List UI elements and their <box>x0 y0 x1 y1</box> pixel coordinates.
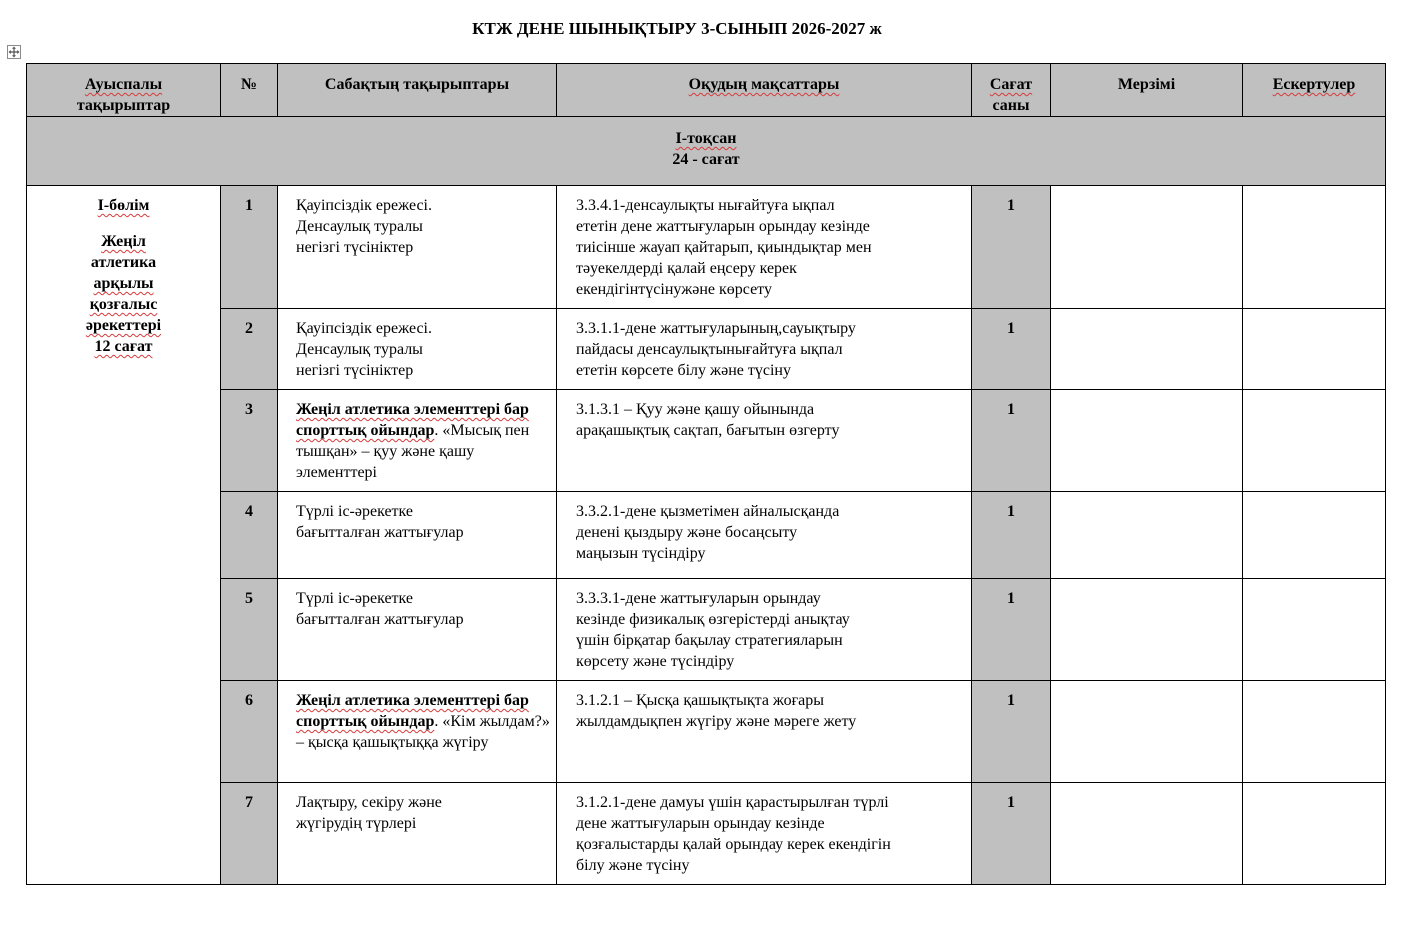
header-number: № <box>221 64 278 117</box>
lesson-topic-rest: . «Кім жылдам?» – қысқа қашықтыққа жүгіру <box>296 713 550 751</box>
lesson-goal-line: 3.1.2.1 – Қысқа қашықтықта жоғары <box>576 692 824 709</box>
lesson-topic-line: Денсаулық туралы <box>296 218 423 235</box>
table-row <box>27 681 1386 783</box>
lesson-hours: 1 <box>972 390 1051 492</box>
lesson-goal <box>557 492 972 579</box>
section-cell <box>27 186 221 885</box>
lesson-goal <box>557 186 972 309</box>
lesson-topic-bold: Жеңіл атлетика элементтері бар спорттық ойындар <box>296 692 529 730</box>
lesson-goal <box>557 681 972 783</box>
lesson-hours: 1 <box>972 186 1051 309</box>
lesson-goal-line: 3.3.3.1-дене жаттығуларын орындау <box>576 590 821 607</box>
lesson-notes-cell[interactable] <box>1243 579 1386 681</box>
quarter-hours: 24 - сағат <box>672 151 740 168</box>
lesson-topic-line: Түрлі іс-әрекетке <box>296 590 414 607</box>
lesson-date-cell[interactable] <box>1051 492 1243 579</box>
lesson-date-cell[interactable] <box>1051 390 1243 492</box>
lesson-notes-cell[interactable] <box>1243 492 1386 579</box>
section-line: Жеңіл <box>101 233 146 250</box>
lesson-topic-rest: . «Мысық пен тышқан» – қуу және қашу элементтері <box>296 422 530 481</box>
lesson-notes-cell[interactable] <box>1243 681 1386 783</box>
lesson-number: 3 <box>221 390 278 492</box>
lesson-hours: 1 <box>972 309 1051 390</box>
lesson-plan-table <box>26 63 1386 885</box>
lesson-notes-cell[interactable] <box>1243 783 1386 885</box>
lesson-notes-cell[interactable] <box>1243 309 1386 390</box>
table-row <box>27 783 1386 885</box>
lesson-goal-line: ететін дене жаттығуларын орындау кезінде <box>576 218 870 235</box>
move-arrows-icon[interactable] <box>7 45 21 59</box>
lesson-hours: 1 <box>972 681 1051 783</box>
lesson-date-cell[interactable] <box>1051 681 1243 783</box>
lesson-date-cell[interactable] <box>1051 186 1243 309</box>
lesson-topic <box>278 579 557 681</box>
quarter-row <box>27 117 1386 186</box>
lesson-goal-line: тиісінше жауап қайтарып, қиындықтар мен <box>576 239 872 256</box>
lesson-goal <box>557 579 972 681</box>
lesson-topic-line: негізгі түсініктер <box>296 362 414 379</box>
lesson-goal-line: жылдамдықпен жүгіру және мәреге жету <box>576 713 857 730</box>
document-title: КТЖ ДЕНЕ ШЫНЫҚТЫРУ 3-СЫНЫП 2026-2027 ж <box>472 19 882 38</box>
lesson-goal <box>557 309 972 390</box>
lesson-goal-line: 3.3.2.1-дене қызметімен айналысқанда <box>576 503 840 520</box>
lesson-goal-line: арақашықтық сақтап, бағытын өзгерту <box>576 422 840 439</box>
lesson-topic-bold: Жеңіл атлетика элементтері бар спорттық ойындар <box>296 401 529 439</box>
lesson-number: 5 <box>221 579 278 681</box>
lesson-number: 1 <box>221 186 278 309</box>
lesson-topic <box>278 681 557 783</box>
lesson-date-cell[interactable] <box>1051 579 1243 681</box>
lesson-number: 2 <box>221 309 278 390</box>
lesson-topic-line: Қауіпсіздік ережесі. <box>296 197 432 214</box>
lesson-goal-line: ететін көрсете білу және түсіну <box>576 362 791 379</box>
lesson-topic-line: негізгі түсініктер <box>296 239 414 256</box>
section-line: қозғалыс <box>89 296 158 313</box>
lesson-number: 4 <box>221 492 278 579</box>
lesson-goal-line: 3.3.1.1-дене жаттығуларының,сауықтыру <box>576 320 856 337</box>
lesson-goal-line: дене жаттығуларын орындау кезінде <box>576 815 825 832</box>
lesson-topic-line: жүгірудің түрлері <box>296 815 417 832</box>
section-name: І-бөлім <box>97 197 150 214</box>
lesson-topic <box>278 492 557 579</box>
lesson-hours: 1 <box>972 579 1051 681</box>
quarter-cell <box>27 117 1386 186</box>
header-goals: Оқудың мақсаттары <box>557 64 972 117</box>
table-row <box>27 579 1386 681</box>
quarter-name: І-тоқсан <box>675 130 737 147</box>
table-row <box>27 492 1386 579</box>
header-themes: Ауыспалы тақырыптар <box>27 64 221 117</box>
section-line: 12 сағат <box>94 338 153 355</box>
header-date: Мерзімі <box>1051 64 1243 117</box>
lesson-topic <box>278 390 557 492</box>
lesson-goal <box>557 783 972 885</box>
lesson-topic <box>278 783 557 885</box>
lesson-goal <box>557 390 972 492</box>
lesson-goal-line: үшін бірқатар бақылау стратегияларын <box>576 632 843 649</box>
table-row <box>27 309 1386 390</box>
header-row <box>27 64 1386 117</box>
lesson-number: 6 <box>221 681 278 783</box>
lesson-goal-line: 3.1.2.1-дене дамуы үшін қарастырылған түрлі <box>576 794 889 811</box>
lesson-topic-line: бағытталған жаттығулар <box>296 524 464 541</box>
lesson-date-cell[interactable] <box>1051 309 1243 390</box>
lesson-topic-line: бағытталған жаттығулар <box>296 611 464 628</box>
lesson-goal-line: 3.3.4.1-денсаулықты нығайтуға ықпал <box>576 197 835 214</box>
lesson-goal-line: білу және түсіну <box>576 857 690 874</box>
lesson-goal-line: қозғалыстарды қалай орындау керек екендігін <box>576 836 891 853</box>
section-line: атлетика <box>90 254 157 271</box>
header-notes: Ескертулер <box>1243 64 1386 117</box>
lesson-goal-line: көрсету және түсіндіру <box>576 653 735 670</box>
lesson-number: 7 <box>221 783 278 885</box>
section-line: әрекеттері <box>85 317 162 334</box>
lesson-notes-cell[interactable] <box>1243 390 1386 492</box>
lesson-hours: 1 <box>972 783 1051 885</box>
section-line: арқылы <box>93 275 154 292</box>
lesson-goal-line: денені қыздыру және босаңсыту <box>576 524 798 541</box>
lesson-goal-line: тәуекелдерді қалай еңсеру керек <box>576 260 797 277</box>
lesson-notes-cell[interactable] <box>1243 186 1386 309</box>
lesson-hours: 1 <box>972 492 1051 579</box>
lesson-goal-line: маңызын түсіндіру <box>576 545 706 562</box>
table-row <box>27 186 1386 309</box>
header-hours: Сағат саны <box>972 64 1051 117</box>
lesson-topic-line: Қауіпсіздік ережесі. <box>296 320 432 337</box>
lesson-goal-line: кезінде физикалық өзгерістерді анықтау <box>576 611 850 628</box>
lesson-topic-line: Түрлі іс-әрекетке <box>296 503 414 520</box>
lesson-topic-line: Лақтыру, секіру және <box>296 794 442 811</box>
lesson-date-cell[interactable] <box>1051 783 1243 885</box>
lesson-topic-line: Денсаулық туралы <box>296 341 423 358</box>
lesson-goal-line: екендігінтүсінужәне көрсету <box>576 281 772 298</box>
lesson-topic <box>278 309 557 390</box>
lesson-goal-line: 3.1.3.1 – Қуу және қашу ойынында <box>576 401 815 418</box>
lesson-topic <box>278 186 557 309</box>
header-topics: Сабақтың тақырыптары <box>278 64 557 117</box>
lesson-goal-line: пайдасы денсаулықтынығайтуға ықпал <box>576 341 843 358</box>
table-row <box>27 390 1386 492</box>
